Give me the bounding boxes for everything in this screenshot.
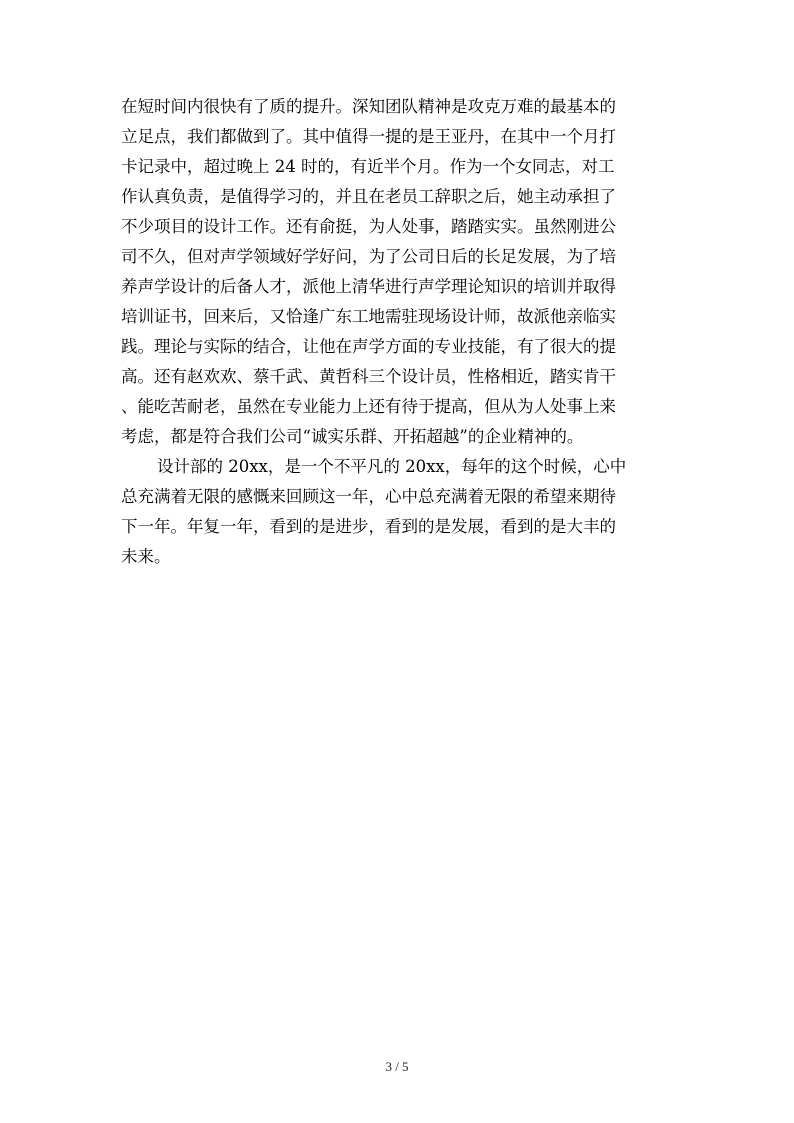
text-line: 卡记录中，超过晚上 24 时的，有近半个月。作为一个女同志，对工 — [121, 157, 615, 176]
text-line: 未来。 — [121, 547, 171, 566]
text-line: 养声学设计的后备人才，派他上清华进行声学理论知识的培训并取得 — [121, 277, 616, 296]
text-line: 作认真负责，是值得学习的，并且在老员工辞职之后，她主动承担了 — [121, 187, 616, 206]
text-line: 在短时间内很快有了质的提升。深知团队精神是攻克万难的最基本的 — [121, 97, 616, 116]
text-line: 、能吃苦耐老，虽然在专业能力上还有待于提高，但从为人处事上来 — [121, 397, 616, 416]
text-line: 立足点，我们都做到了。其中值得一提的是王亚丹，在其中一个月打 — [121, 127, 616, 146]
body-text — [121, 92, 681, 572]
text-line: 考虑，都是符合我们公司“诚实乐群、开拓超越”的企业精神的。 — [121, 427, 584, 446]
page-number: 3 / 5 — [385, 1059, 409, 1074]
paragraph-2 — [121, 452, 681, 572]
text-line: 培训证书，回来后，又恰逢广东工地需驻现场设计师，故派他亲临实 — [121, 307, 616, 326]
paragraph-1 — [121, 92, 681, 452]
text-line: 司不久，但对声学领域好学好问，为了公司日后的长足发展，为了培 — [121, 247, 616, 266]
text-line: 下一年。年复一年，看到的是进步，看到的是发展，看到的是大丰的 — [121, 517, 616, 536]
text-line: 不少项目的设计工作。还有俞挺，为人处事，踏踏实实。虽然刚进公 — [121, 217, 616, 236]
text-line: 设计部的 20xx，是一个不平凡的 20xx，每年的这个时候，心中 — [157, 457, 627, 476]
text-line: 高。还有赵欢欢、蔡千武、黄哲科三个设计员，性格相近，踏实肯干 — [121, 367, 616, 386]
text-line: 总充满着无限的感慨来回顾这一年，心中总充满着无限的希望来期待 — [121, 487, 616, 506]
text-line: 践。理论与实际的结合，让他在声学方面的专业技能，有了很大的提 — [121, 337, 616, 356]
